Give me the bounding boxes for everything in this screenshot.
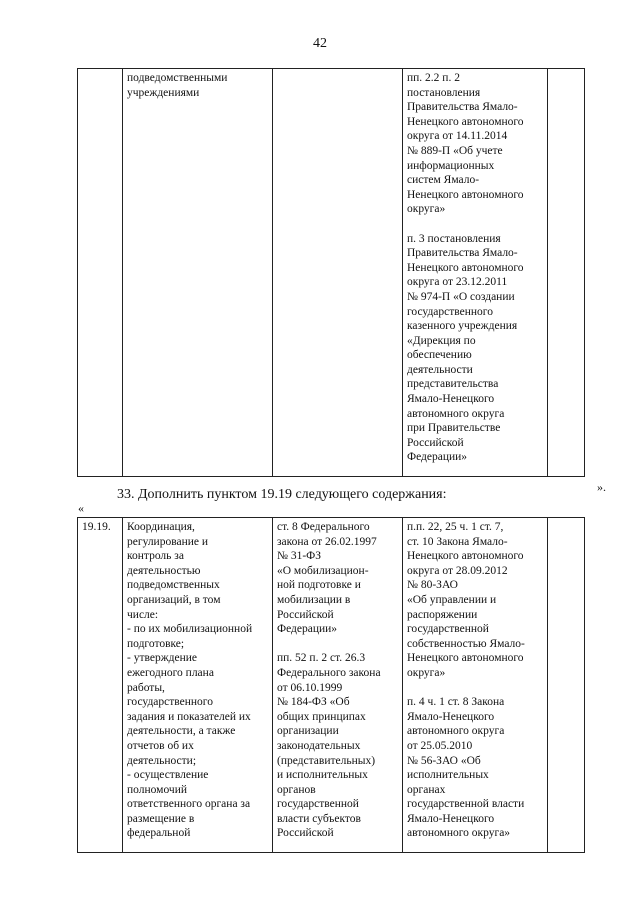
table-row bbox=[78, 69, 585, 477]
text-line: деятельности bbox=[407, 363, 473, 376]
text-line: Федерации» bbox=[407, 451, 468, 464]
text-line: ежегодного плана bbox=[127, 666, 214, 679]
text-line: организации bbox=[277, 725, 339, 738]
lines bbox=[127, 71, 268, 100]
text-line: деятельностью bbox=[127, 564, 201, 577]
text-line: «Об управлении и bbox=[407, 593, 497, 606]
text-line: Ямало-Ненецкого bbox=[407, 710, 495, 723]
text-line: государственного bbox=[127, 696, 213, 709]
text-line: подведомственных bbox=[127, 579, 220, 592]
text-line: полномочий bbox=[127, 783, 187, 796]
text-line: закона от 26.02.1997 bbox=[277, 535, 377, 548]
lines bbox=[407, 520, 543, 841]
text-line: исполнительных bbox=[407, 769, 489, 782]
text-line: и исполнительных bbox=[277, 769, 368, 782]
table-row bbox=[78, 518, 585, 853]
text-line: законодательных bbox=[277, 739, 361, 752]
text-line: Ненецкого автономного bbox=[407, 261, 524, 274]
text-line: распоряжении bbox=[407, 608, 478, 621]
text-line: систем Ямало- bbox=[407, 174, 480, 187]
text-line: мобилизации в bbox=[277, 593, 351, 606]
text-line: работы, bbox=[127, 681, 165, 694]
text-line: «О мобилизацион- bbox=[277, 564, 369, 577]
text-line: подготовке; bbox=[127, 637, 185, 650]
text-line: - по их мобилизационной bbox=[127, 623, 253, 636]
number-cell bbox=[78, 518, 123, 853]
text-line: № 184-ФЗ «Об bbox=[277, 696, 350, 709]
text-line: деятельности; bbox=[127, 754, 197, 767]
federal-basis-cell bbox=[273, 518, 403, 853]
text-line: ответственного органа за bbox=[127, 798, 251, 811]
text-line: автономного округа» bbox=[407, 827, 511, 840]
regional-basis-cell bbox=[403, 518, 548, 853]
text-line: «Дирекция по bbox=[407, 334, 476, 347]
note-cell bbox=[548, 518, 585, 853]
text-line: организаций, в том bbox=[127, 593, 221, 606]
text-line: округа от 14.11.2014 bbox=[407, 130, 508, 143]
text-line: Ямало-Ненецкого bbox=[407, 812, 495, 825]
text-line: Правительства Ямало- bbox=[407, 101, 518, 114]
text-line: п.п. 22, 25 ч. 1 ст. 7, bbox=[407, 521, 504, 533]
function-cell bbox=[123, 69, 273, 477]
text-line: органах bbox=[407, 783, 446, 796]
lines bbox=[127, 520, 268, 841]
table-new-item bbox=[77, 517, 585, 853]
text-line: представительства bbox=[407, 378, 499, 391]
text-line: подведомственными bbox=[127, 72, 228, 84]
function-cell bbox=[123, 518, 273, 853]
text-line: п. 3 постановления bbox=[407, 232, 501, 245]
text-line: автономного округа bbox=[407, 725, 505, 738]
paragraph-gap bbox=[407, 217, 543, 232]
text-line: Ненецкого автономного bbox=[407, 652, 524, 665]
text-line: Ямало-Ненецкого bbox=[407, 393, 495, 406]
text-line: федеральной bbox=[127, 827, 191, 840]
text-line: от 06.10.1999 bbox=[277, 681, 343, 694]
text-line: постановления bbox=[407, 86, 481, 99]
text-line: округа» bbox=[407, 203, 446, 216]
text-line: ной подготовке и bbox=[277, 579, 361, 592]
text-line: контроль за bbox=[127, 550, 184, 563]
text-line: государственной bbox=[277, 798, 359, 811]
text-line: № 56-ЗАО «Об bbox=[407, 754, 481, 767]
text-line: (представительных) bbox=[277, 754, 376, 767]
text-line: Ненецкого автономного bbox=[407, 115, 524, 128]
text-line: Координация, bbox=[127, 521, 195, 533]
text-line: Российской bbox=[277, 827, 334, 840]
text-line: Федерального закона bbox=[277, 666, 381, 679]
federal-basis-cell bbox=[273, 69, 403, 477]
text-line: учреждениями bbox=[127, 86, 200, 99]
text-line: ст. 10 Закона Ямало- bbox=[407, 535, 508, 548]
text-line: Федерации» bbox=[277, 623, 338, 636]
text-line: автономного округа bbox=[407, 407, 505, 420]
text-line: власти субъектов bbox=[277, 812, 361, 825]
text-line: ст. 8 Федерального bbox=[277, 521, 370, 533]
text-line: собственностью Ямало- bbox=[407, 637, 525, 650]
text-line: № 889-П «Об учете bbox=[407, 144, 503, 157]
text-line: пп. 2.2 п. 2 bbox=[407, 72, 460, 84]
text-line: 19.19. bbox=[82, 521, 111, 533]
table-continuation bbox=[77, 68, 585, 477]
text-line: государственной власти bbox=[407, 798, 525, 811]
text-line: от 25.05.2010 bbox=[407, 739, 473, 752]
text-line: Российской bbox=[407, 436, 464, 449]
lines bbox=[82, 520, 118, 535]
text-line: Ненецкого автономного bbox=[407, 188, 524, 201]
text-line: Ненецкого автономного bbox=[407, 550, 524, 563]
paragraph-gap bbox=[407, 681, 543, 696]
text-line: задания и показателей их bbox=[127, 710, 251, 723]
regional-basis-cell bbox=[403, 69, 548, 477]
text-line: государственной bbox=[407, 623, 489, 636]
text-line: округа от 28.09.2012 bbox=[407, 564, 508, 577]
text-line: регулирование и bbox=[127, 535, 209, 548]
lines bbox=[277, 520, 398, 841]
text-line: № 80-ЗАО bbox=[407, 579, 458, 592]
text-line: деятельности, а также bbox=[127, 725, 236, 738]
text-line: № 974-П «О создании bbox=[407, 290, 515, 303]
text-line: государственного bbox=[407, 305, 493, 318]
closing-quote: ». bbox=[597, 480, 606, 494]
page-number: 42 bbox=[313, 36, 327, 51]
text-line: п. 4 ч. 1 ст. 8 Закона bbox=[407, 696, 505, 709]
opening-quote: « bbox=[78, 501, 84, 515]
note-cell bbox=[548, 69, 585, 477]
text-line: органов bbox=[277, 783, 316, 796]
text-line: - осуществление bbox=[127, 769, 209, 782]
text-line: обеспечению bbox=[407, 349, 472, 362]
text-line: Российской bbox=[277, 608, 334, 621]
text-line: № 31-ФЗ bbox=[277, 550, 322, 563]
lines bbox=[407, 71, 543, 465]
text-line: информационных bbox=[407, 159, 495, 172]
amendment-heading: 33. Дополнить пунктом 19.19 следующего содержания: bbox=[117, 487, 447, 502]
text-line: казенного учреждения bbox=[407, 320, 518, 333]
paragraph-gap bbox=[277, 637, 398, 652]
text-line: - утверждение bbox=[127, 652, 198, 665]
text-line: общих принципах bbox=[277, 710, 366, 723]
text-line: при Правительстве bbox=[407, 422, 501, 435]
text-line: отчетов об их bbox=[127, 739, 194, 752]
text-line: числе: bbox=[127, 608, 159, 621]
text-line: округа» bbox=[407, 666, 446, 679]
text-line: Правительства Ямало- bbox=[407, 247, 518, 260]
text-line: округа от 23.12.2011 bbox=[407, 276, 508, 289]
number-cell bbox=[78, 69, 123, 477]
text-line: пп. 52 п. 2 ст. 26.3 bbox=[277, 652, 366, 665]
text-line: размещение в bbox=[127, 812, 195, 825]
